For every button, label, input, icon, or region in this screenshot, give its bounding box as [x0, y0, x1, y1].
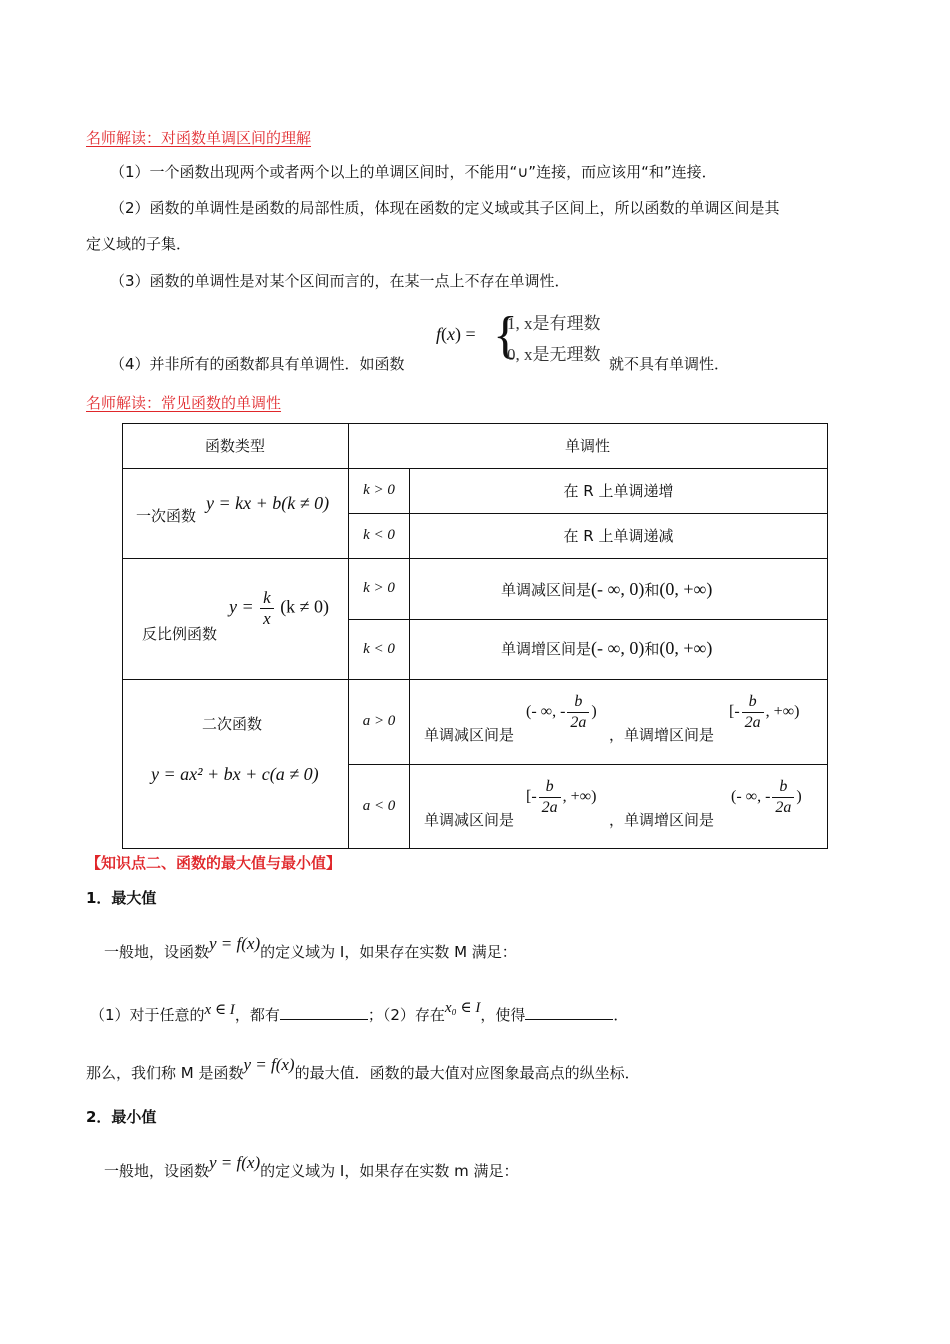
quadratic-formula: y = ax² + bx + c(a ≠ 0): [151, 764, 319, 784]
linear-increasing: 在 R 上单调递增: [563, 482, 674, 500]
paragraph-1: （1）一个函数出现两个或者两个以上的单调区间时，不能用“∪”连接，而应该用“和”连接．: [110, 163, 717, 181]
max-conditions: （1）对于任意的x ∈ I，都有 ；（2）存在x₀ ∈ I，使得 ．: [90, 1000, 629, 1024]
max-title: 1．最大值: [86, 889, 157, 907]
quad-neg-dec-interval: [- $\frac{b}{2a}$ , +∞): [526, 778, 597, 816]
piecewise-lhs: f(x) =: [436, 324, 476, 344]
max-definition: 一般地，设函数y = f(x)的定义域为 I，如果存在实数 M 满足：: [104, 934, 517, 961]
min-definition: 一般地，设函数y = f(x)的定义域为 I，如果存在实数 m 满足：: [104, 1153, 519, 1180]
linear-k-negative: k < 0: [363, 527, 395, 543]
blank-2[interactable]: [525, 1003, 613, 1020]
blank-1[interactable]: [280, 1003, 368, 1020]
quadratic-a-negative: a < 0: [362, 797, 396, 814]
quadratic-a-positive: a > 0: [362, 713, 396, 729]
linear-decreasing: 在 R 上单调递减: [563, 527, 674, 545]
quad-pos-inc-label: ，单调增区间是: [609, 726, 715, 744]
quad-pos-dec-label: 单调减区间是: [424, 726, 515, 744]
max-conclusion: 那么，我们称 M 是函数y = f(x)的最大值．函数的最大值对应图象最高点的纵坐标．: [86, 1055, 640, 1082]
quad-pos-inc-interval: [- $\frac{b}{2a}$ , +∞): [729, 693, 800, 731]
inverse-k-positive: k > 0: [363, 580, 395, 596]
piecewise-case2: 0, x是无理数: [507, 345, 601, 364]
header-monotonicity: 单调性: [564, 437, 610, 455]
quad-neg-inc-interval: (- ∞, - $\frac{b}{2a}$ ): [731, 778, 802, 816]
paragraph-3: （3）函数的单调性是对某个区间而言的，在某一点上不存在单调性．: [110, 272, 570, 290]
piecewise-brace: {: [493, 307, 518, 364]
paragraph-4-prefix: （4）并非所有的函数都具有单调性．如函数: [110, 355, 405, 373]
inverse-decreasing: 单调减区间是(- ∞, 0)和(0, +∞): [501, 579, 713, 599]
linear-k-positive: k > 0: [363, 482, 395, 498]
section-max-min-heading: 【知识点二、函数的最大值与最小值】: [86, 854, 342, 872]
paragraph-4-suffix: 就不具有单调性．: [609, 355, 730, 373]
quad-neg-inc-label: ，单调增区间是: [609, 811, 715, 829]
heading-interval-understanding: 名师解读：对函数单调区间的理解: [86, 129, 312, 147]
piecewise-case1: 1, x是有理数: [507, 314, 601, 333]
inverse-formula: y = $\frac{k}{x}$ (k ≠ 0): [229, 588, 330, 628]
paragraph-2a: （2）函数的单调性是函数的局部性质，体现在函数的定义域或其子区间上，所以函数的单调区间是其: [110, 199, 780, 217]
header-function-type: 函数类型: [204, 437, 265, 455]
quad-pos-dec-interval: (- ∞, - $\frac{b}{2a}$ ): [526, 693, 597, 731]
inverse-label: 反比例函数: [142, 625, 218, 643]
quadratic-label: 二次函数: [202, 715, 263, 733]
min-title: 2．最小值: [86, 1108, 157, 1126]
heading-common-monotonicity: 名师解读：常见函数的单调性: [86, 394, 282, 412]
paragraph-2b: 定义域的子集．: [86, 235, 192, 253]
quad-neg-dec-label: 单调减区间是: [424, 811, 515, 829]
linear-label: 一次函数: [136, 507, 197, 525]
inverse-k-negative: k < 0: [363, 640, 395, 657]
inverse-increasing: 单调增区间是(- ∞, 0)和(0, +∞): [501, 638, 713, 658]
linear-formula: y = kx + b(k ≠ 0): [206, 493, 330, 513]
